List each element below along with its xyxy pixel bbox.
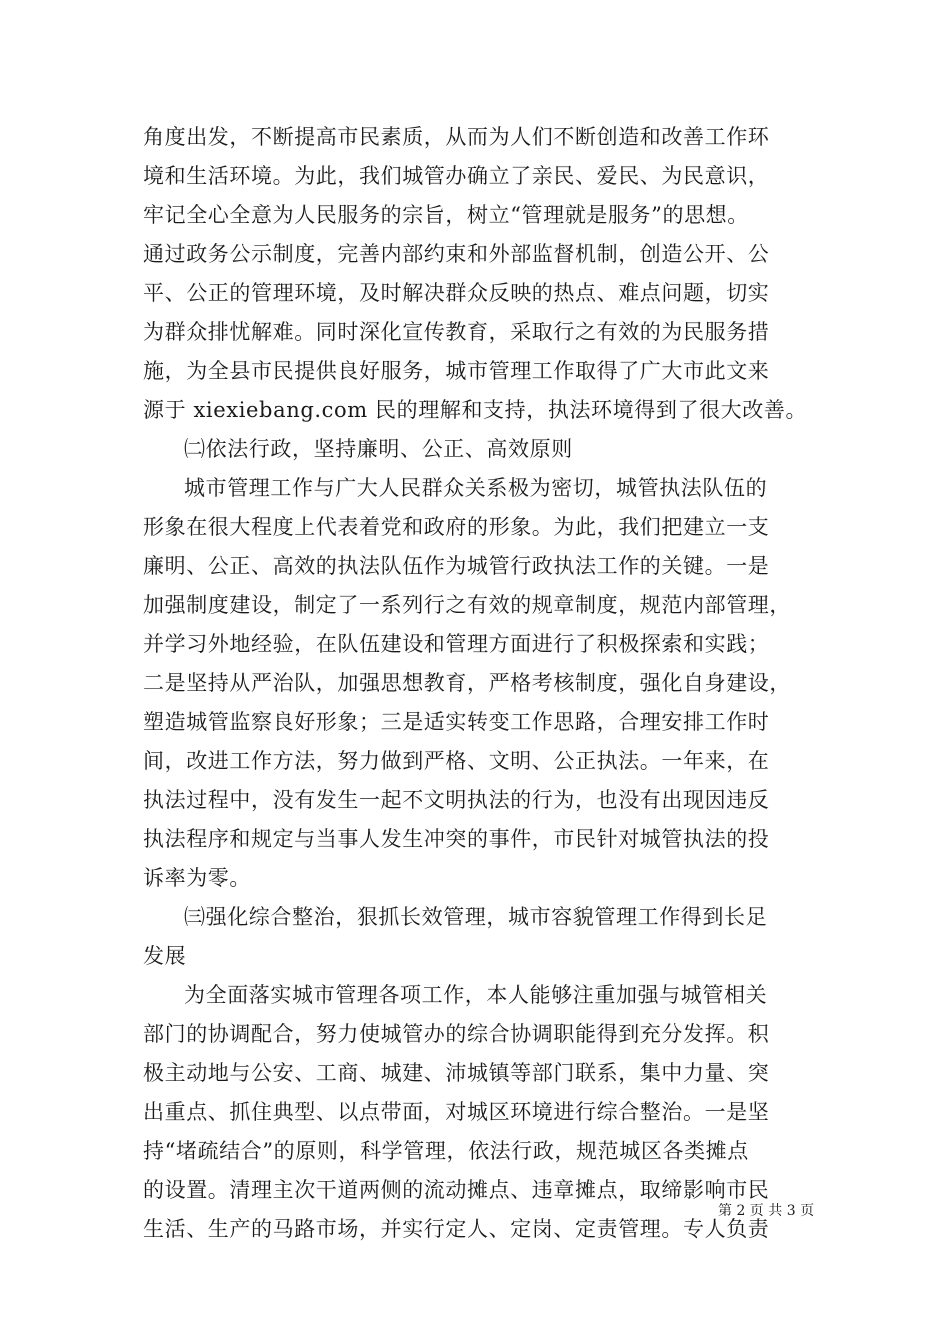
paragraph-line: 境和生活环境。为此，我们城管办确立了亲民、爱民、为民意识， xyxy=(143,164,770,188)
paragraph-line: 生活、生产的马路市场，并实行定人、定岗、定责管理。专人负责 xyxy=(143,1217,770,1241)
paragraph-line: 诉率为零。 xyxy=(143,866,251,890)
paragraph-line: 并学习外地经验，在队伍建设和管理方面进行了积极探索和实践； xyxy=(143,632,770,656)
paragraph-line: 执法程序和规定与当事人发生冲突的事件，市民针对城管执法的投 xyxy=(143,827,770,851)
paragraph-line: 的设置。清理主次干道两侧的流动摊点、违章摊点，取缔影响市民 xyxy=(143,1178,770,1202)
paragraph-line: 持“堵疏结合”的原则，科学管理，依法行政，规范城区各类摊点 xyxy=(143,1139,749,1163)
paragraph-line: 形象在很大程度上代表着党和政府的形象。为此，我们把建立一支 xyxy=(143,515,770,539)
paragraph-line: 施，为全县市民提供良好服务，城市管理工作取得了广大市此文来 xyxy=(143,359,770,383)
paragraph-line: 部门的协调配合，努力使城管办的综合协调职能得到充分发挥。积 xyxy=(143,1022,770,1046)
paragraph-line: 牢记全心全意为人民服务的宗旨，树立“管理就是服务”的思想。 xyxy=(143,203,749,227)
paragraph-line: 加强制度建设，制定了一系列行之有效的规章制度，规范内部管理， xyxy=(143,593,791,617)
paragraph-first-line: 城市管理工作与广大人民群众关系极为密切，城管执法队伍的 xyxy=(184,476,768,500)
paragraph-line: 极主动地与公安、工商、城建、沛城镇等部门联系，集中力量、突 xyxy=(143,1061,770,1085)
paragraph-line: 间，改进工作方法，努力做到严格、文明、公正执法。一年来，在 xyxy=(143,749,770,773)
page-number: 第 2 页 共 3 页 xyxy=(718,1203,815,1219)
paragraph-line: 源于 xiexiebang.com 民的理解和支持，执法环境得到了很大改善。 xyxy=(143,398,808,422)
paragraph-line: 角度出发，不断提高市民素质，从而为人们不断创造和改善工作环 xyxy=(143,125,770,149)
paragraph-line: 塑造城管监察良好形象；三是适实转变工作思路，合理安排工作时 xyxy=(143,710,770,734)
paragraph-line: 平、公正的管理环境，及时解决群众反映的热点、难点问题，切实 xyxy=(143,281,770,305)
section-heading: ㈡依法行政，坚持廉明、公正、高效原则 xyxy=(184,437,573,461)
paragraph-line: 二是坚持从严治队，加强思想教育，严格考核制度，强化自身建设， xyxy=(143,671,791,695)
document-body xyxy=(143,118,823,1249)
paragraph-line: 出重点、抓住典型、以点带面，对城区环境进行综合整治。一是坚 xyxy=(143,1100,770,1124)
paragraph-line: 廉明、公正、高效的执法队伍作为城管行政执法工作的关键。一是 xyxy=(143,554,770,578)
section-heading: ㈢强化综合整治，狠抓长效管理，城市容貌管理工作得到长足 xyxy=(184,905,768,929)
paragraph-first-line: 为全面落实城市管理各项工作，本人能够注重加强与城管相关 xyxy=(184,983,768,1007)
section-heading-continuation: 发展 xyxy=(143,944,187,968)
paragraph-line: 通过政务公示制度，完善内部约束和外部监督机制，创造公开、公 xyxy=(143,242,770,266)
paragraph-line: 为群众排忧解难。同时深化宣传教育，采取行之有效的为民服务措 xyxy=(143,320,770,344)
paragraph-line: 执法过程中，没有发生一起不文明执法的行为，也没有出现因违反 xyxy=(143,788,770,812)
